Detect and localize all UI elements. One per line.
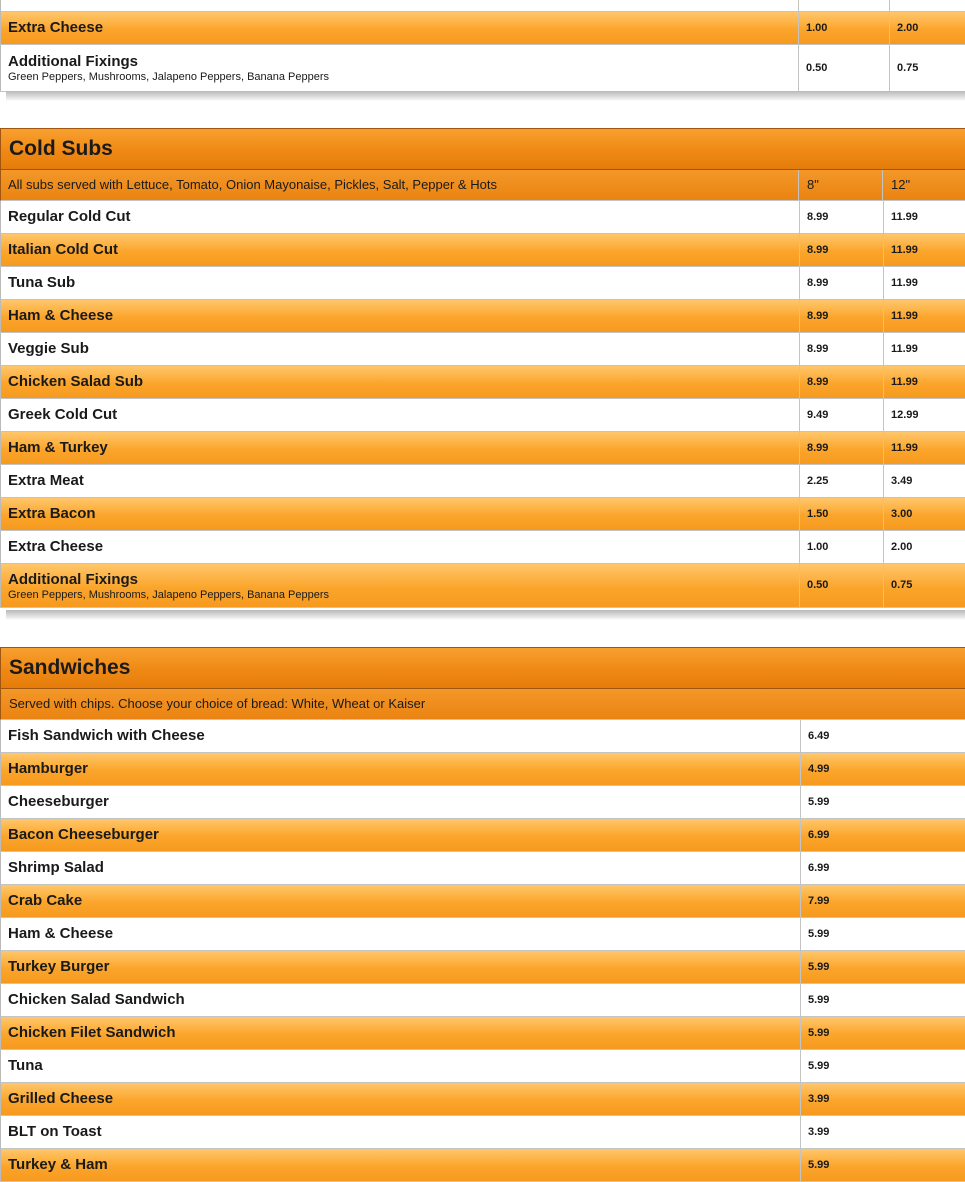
item-name: Crab Cake (8, 892, 83, 909)
price: 7.99 (800, 885, 965, 917)
item-name: Grilled Cheese (8, 1090, 114, 1107)
price-8in: 9.49 (799, 399, 883, 431)
price-small: 1.00 (798, 12, 889, 44)
price-8in: 2.25 (799, 465, 883, 497)
table-shadow (6, 91, 965, 101)
menu-row (0, 1083, 965, 1116)
price-12in: 11.99 (883, 234, 965, 266)
item-name: Ham & Cheese (8, 925, 114, 942)
menu-row (0, 300, 965, 333)
price-large: 0.75 (889, 45, 965, 91)
item-description: Green Peppers, Mushrooms, Jalapeno Peppers, Banana Peppers (8, 589, 330, 601)
price: 5.99 (800, 918, 965, 950)
item-name: Shrimp Salad (8, 859, 104, 876)
price: 6.99 (800, 852, 965, 884)
menu-row (0, 234, 965, 267)
price-12in: 11.99 (883, 333, 965, 365)
menu-row (0, 267, 965, 300)
price-12in: 0.75 (883, 564, 965, 607)
price-12in: 11.99 (883, 267, 965, 299)
item-name: Extra Cheese (8, 19, 104, 36)
menu-row (0, 399, 965, 432)
item-name: Regular Cold Cut (8, 208, 131, 225)
menu-row (0, 465, 965, 498)
price: 5.99 (800, 984, 965, 1016)
item-name: Bacon Cheeseburger (8, 826, 159, 843)
price-8in: 8.99 (799, 201, 883, 233)
price: 4.99 (800, 753, 965, 785)
menu-row (0, 951, 965, 984)
price-12in: 11.99 (883, 366, 965, 398)
item-name: Italian Cold Cut (8, 241, 118, 258)
price: 3.99 (800, 1116, 965, 1148)
price: 5.99 (800, 951, 965, 983)
price-small (798, 0, 889, 11)
item-name: Chicken Salad Sandwich (8, 991, 185, 1008)
menu-row (0, 201, 965, 234)
item-name: Hamburger (8, 760, 89, 777)
item-name: Chicken Filet Sandwich (8, 1024, 176, 1041)
cold-subs-note-row (0, 170, 965, 201)
price: 3.99 (800, 1083, 965, 1115)
item-name: Veggie Sub (8, 340, 89, 357)
price-8in: 1.00 (799, 531, 883, 563)
item-name: Chicken Salad Sub (8, 373, 144, 390)
price-8in: 8.99 (799, 366, 883, 398)
menu-row (0, 786, 965, 819)
item-name: Extra Bacon (8, 505, 96, 522)
section-title: Cold Subs (9, 137, 113, 160)
menu-row (0, 12, 965, 45)
price-small: 0.50 (798, 45, 889, 91)
section-header-sandwiches (0, 647, 965, 689)
price-12in: 11.99 (883, 201, 965, 233)
menu-row (0, 0, 965, 12)
price-8in: 8.99 (799, 432, 883, 464)
item-name-block (1, 564, 799, 607)
item-name: Additional Fixings (8, 53, 138, 70)
price: 6.99 (800, 819, 965, 851)
item-name: Fish Sandwich with Cheese (8, 727, 205, 744)
price: 5.99 (800, 1050, 965, 1082)
menu-row (0, 45, 965, 92)
price: 5.99 (800, 786, 965, 818)
menu-row (0, 720, 965, 753)
item-description: Green Peppers, Mushrooms, Jalapeno Peppers, Banana Peppers (8, 71, 330, 83)
section-title: Sandwiches (9, 656, 131, 679)
price-8in: 0.50 (799, 564, 883, 607)
menu-row (0, 366, 965, 399)
price: 5.99 (800, 1149, 965, 1181)
price-12in: 11.99 (883, 300, 965, 332)
price-8in: 8.99 (799, 333, 883, 365)
cold-subs-table (0, 201, 965, 608)
item-name: Tuna (8, 1057, 43, 1074)
menu-row (0, 498, 965, 531)
size-header-12in: 12" (891, 177, 911, 192)
sandwiches-table (0, 720, 965, 1182)
menu-row (0, 852, 965, 885)
price-8in: 1.50 (799, 498, 883, 530)
section-note: Served with chips. Choose your choice of bread: White, Wheat or Kaiser (9, 696, 426, 711)
item-name: Extra Cheese (8, 538, 104, 555)
item-name: Turkey Burger (8, 958, 110, 975)
item-name: Cheeseburger (8, 793, 109, 810)
menu-row (0, 885, 965, 918)
price-12in: 2.00 (883, 531, 965, 563)
menu-row (0, 753, 965, 786)
price-8in: 8.99 (799, 234, 883, 266)
menu-row (0, 819, 965, 852)
item-name-block (1, 45, 798, 91)
menu-row (0, 432, 965, 465)
menu-row (0, 918, 965, 951)
menu-row (0, 1149, 965, 1182)
price: 6.49 (800, 720, 965, 752)
item-name: Ham & Cheese (8, 307, 114, 324)
item-name: Turkey & Ham (8, 1156, 108, 1173)
section-note: All subs served with Lettuce, Tomato, Onion Mayonaise, Pickles, Salt, Pepper & Hots (1, 170, 799, 200)
menu-row (0, 531, 965, 564)
price-12in: 12.99 (883, 399, 965, 431)
item-name: Extra Meat (8, 472, 84, 489)
item-name: Ham & Turkey (8, 439, 108, 456)
menu-row (0, 564, 965, 608)
price-8in: 8.99 (799, 300, 883, 332)
menu-row (0, 1116, 965, 1149)
section-header-cold-subs (0, 128, 965, 170)
size-header-8in: 8" (799, 170, 883, 200)
item-name (1, 0, 798, 11)
sandwiches-note-row (0, 689, 965, 720)
top-menu-table (0, 0, 965, 92)
item-name: Tuna Sub (8, 274, 76, 291)
price-large: 2.00 (889, 12, 965, 44)
price-8in: 8.99 (799, 267, 883, 299)
item-name: Additional Fixings (8, 571, 138, 588)
item-name: BLT on Toast (8, 1123, 102, 1140)
menu-row (0, 1050, 965, 1083)
menu-row (0, 1017, 965, 1050)
price: 5.99 (800, 1017, 965, 1049)
item-name: Greek Cold Cut (8, 406, 118, 423)
table-shadow (6, 610, 965, 620)
price-large (889, 0, 965, 11)
price-12in: 3.00 (883, 498, 965, 530)
menu-row (0, 984, 965, 1017)
menu-row (0, 333, 965, 366)
price-12in: 11.99 (883, 432, 965, 464)
price-12in: 3.49 (883, 465, 965, 497)
